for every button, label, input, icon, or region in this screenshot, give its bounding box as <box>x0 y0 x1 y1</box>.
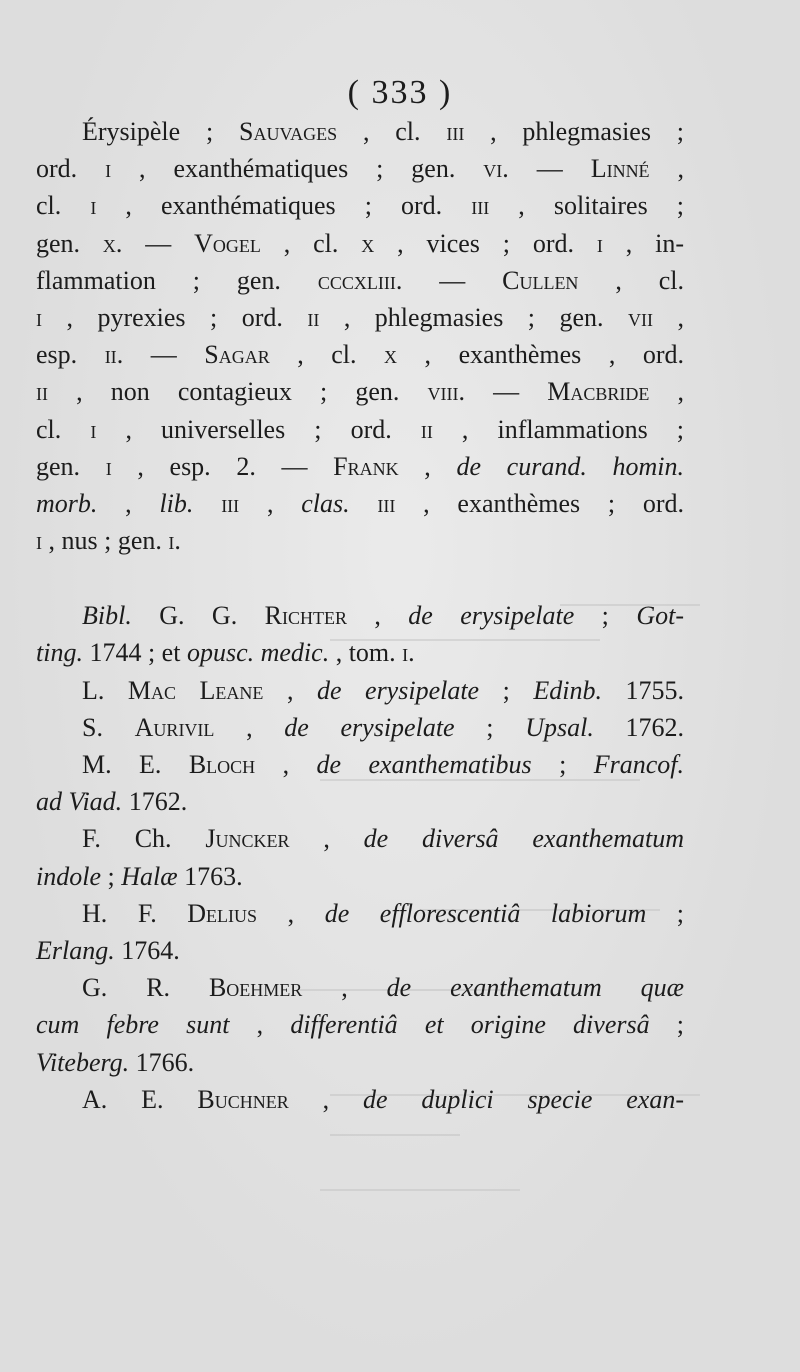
bib-line-11: G. R. Boehmer , de exanthematum quæ <box>82 973 684 1003</box>
bib-line-5: M. E. Bloch , de exanthematibus ; Francof. <box>82 750 685 779</box>
bib-line-6: ad Viad. 1762. <box>36 787 188 817</box>
entry-line-5: flammation ; gen. cccxliii. — Cullen , cl. <box>36 265 684 295</box>
entry-line-2: ord. i , exanthématiques ; gen. vi. — Linné , <box>36 154 685 184</box>
bib-line-9: H. F. Delius , de efflorescentiâ labiorum ; <box>82 898 685 928</box>
bib-line-10: Erlang. 1764. <box>36 935 180 965</box>
page-number: ( 333 ) <box>347 74 453 111</box>
bib-line-8: indole ; Halæ 1763. <box>36 861 243 891</box>
bib-line-3: L. Mac Leane , de erysipelate ; Edinb. 1755. <box>82 675 685 705</box>
entry-line-12: i , nus ; gen. i. <box>36 526 181 556</box>
bib-line-12: cum febre sunt , differentiâ et origine diversâ ; <box>36 1010 684 1040</box>
entry-line-6: i , pyrexies ; ord. ii , phlegmasies ; gen. vii , <box>36 302 684 332</box>
bib-line-7: F. Ch. Juncker , de diversâ exanthematum <box>82 824 685 854</box>
page-text <box>36 113 684 1118</box>
bib-line-13: Viteberg. 1766. <box>36 1047 195 1077</box>
bib-line-2: ting. 1744 ; et opusc. medic. , tom. i. <box>36 638 415 668</box>
entry-line-4: gen. x. — Vogel , cl. x , vices ; ord. i , in- <box>36 228 684 258</box>
entry-line-9: cl. i , universelles ; ord. ii , inflammations ; <box>36 414 685 444</box>
bib-line-4: S. Aurivil , de erysipelate ; Upsal. 1762. <box>82 712 685 742</box>
entry-line-1: Érysipèle ; Sauvages , cl. iii , phlegmasies ; <box>82 117 684 146</box>
entry-line-7: esp. ii. — Sagar , cl. x , exanthèmes , ord. <box>36 340 684 370</box>
entry-line-3: cl. i , exanthématiques ; ord. iii , solitaires ; <box>36 191 684 221</box>
entry-line-8: ii , non contagieux ; gen. viii. — Macbride , <box>36 377 684 407</box>
entry-line-10: gen. i , esp. 2. — Frank , de curand. homin. <box>36 451 684 481</box>
bib-line-1: Bibl. G. G. Richter , de erysipelate ; Got- <box>82 601 684 631</box>
bib-line-14: A. E. Buchner , de duplici specie exan- <box>82 1084 684 1114</box>
entry-line-11: morb. , lib. iii , clas. iii , exanthèmes ; ord. <box>36 488 685 518</box>
